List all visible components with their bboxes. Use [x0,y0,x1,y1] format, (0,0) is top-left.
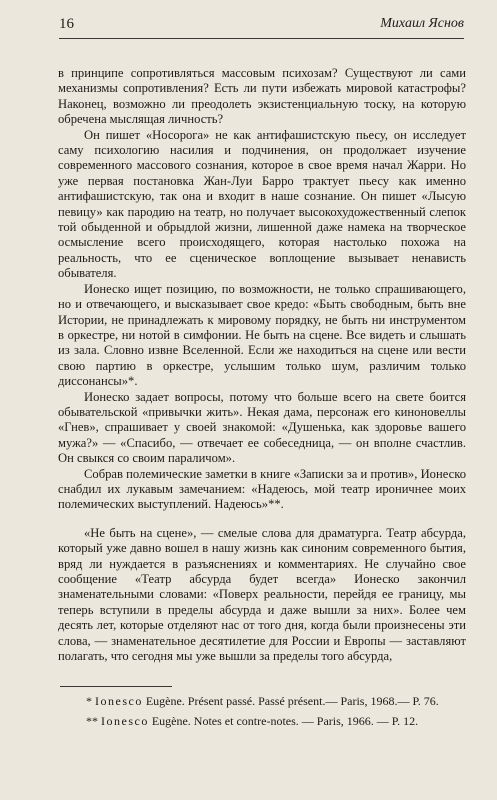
running-head: Михаил Яснов [380,16,464,31]
header-rule [59,38,464,39]
page-header [59,16,464,38]
paragraph-3: Ионеско ищет позицию, по возможности, не только спрашивающего, но и отвечающего, и высказывает свое кредо: «Быть свободным, быть вне Истории, не принадлежать к мировому порядку, не быть ни инструментом в оркестре, ни нотой в симфонии. Не быть на сцене. Все видеть и слышать из зала. Словно извне Вселенной. Если же находиться на сцене или вести свою партию в оркестре, услышим только шум, различим только диссонансы»*. [58,281,466,389]
paragraph-2: Он пишет «Носорога» не как антифашистскую пьесу, он исследует саму психологию насилия и подчинения, он продолжает изучение современного массового сознания, которое в свое время начал Жарри. Но уже первая постановка Жан-Луи Барро трактует пьесу как именно антифашистскую, так она и входит в наше сознание. Он пишет «Лысую певицу» как пародию на театр, но получает высокохудожественный слепок той обыденной и обрыдлой жизни, лишенной даже намека на творческое осмысление всего происходящего, которая настолько похожа на реальность, что ее сценическое воплощение вызывает ненависть обывателя. [58,127,466,281]
footnote-text: Eugène. Notes et contre-notes. — Paris, 1966. — P. 12. [148,714,419,728]
paragraph-4: Ионеско задает вопросы, потому что больше всего на свете боится обывательской «привычки жить». Некая дама, персонаж его киноновеллы «Гнев», спрашивает у своей знакомой: «Душенька, как здоровье вашего мужа?» — «Спасибо, — отвечает ее собеседница, — он вполне счастлив. Он свыкся со своим параличом». [58,389,466,466]
footnote-marker: ** [86,714,98,728]
page-number: 16 [59,16,74,32]
paragraph-1: в принципе сопротивляться массовым психозам? Существуют ли сами механизмы сопротивления? Есть ли пути избежать мировой катастрофы? Наконец, возможно ли преодолеть экзистенциальную тоску, на которую обречена мыслящая личность? [58,66,466,127]
paragraph-5: Собрав полемические заметки в книге «Записки за и против», Ионеско снабдил их лукавым замечанием: «Надеюсь, мой театр ироничнее моих полемических выступлений. Надеюсь»**. [58,466,466,512]
footnotes [60,694,466,734]
footnote-text: Eugène. Présent passé. Passé présent.— Paris, 1968.— P. 76. [142,694,439,708]
paragraph-6: «Не быть на сцене», — смелые слова для драматурга. Театр абсурда, который уже давно вошел в нашу жизнь как синоним современного бытия, вряд ли нуждается в разъяснениях и комментариях. Не случайно свое сообщение «Театр абсурда будет всегда» Ионеско закончил знаменательными словами: «Поверх реальности, перейдя ее границу, мы теперь вступили в пределы абсурда и даже вышли за них». Более чем десять лет, которые отделяют нас от того дня, когда были произнесены эти слова, — знаменательное десятилетие для России и Европы — заставляют полагать, что сегодня мы уже вышли за пределы того абсурда, [58,525,466,664]
section-gap [58,513,466,526]
footnote-author: Ionesco [101,714,149,728]
footnote-marker: * [86,694,92,708]
footnote-2 [60,714,466,729]
footnote-author: Ionesco [95,694,143,708]
footnote-rule [60,686,172,687]
footnote-1 [60,694,466,709]
main-text [58,66,466,664]
